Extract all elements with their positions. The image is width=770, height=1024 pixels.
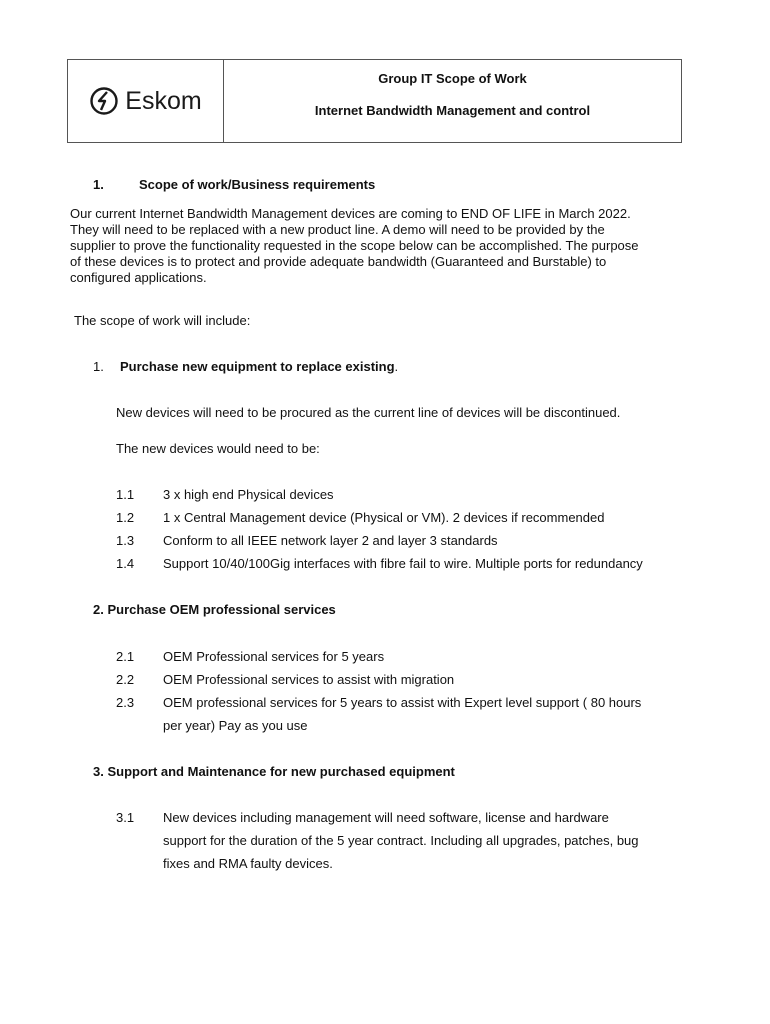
intro-paragraph [70, 206, 700, 286]
document-header [67, 59, 682, 143]
title-cell [224, 60, 681, 142]
subitem-text-line1: New devices including management will need software, license and hardware [163, 810, 609, 825]
logo-cell [68, 60, 224, 142]
subitem-number: 1.4 [116, 556, 135, 571]
subitem-text: OEM Professional services to assist with migration [163, 672, 455, 687]
intro-line: Our current Internet Bandwidth Management devices are coming to END OF LIFE in March 2022. [70, 206, 631, 221]
intro-line: configured applications. [70, 270, 207, 285]
subitem-text: OEM Professional services for 5 years [163, 649, 385, 664]
subitem-text-line2: per year) Pay as you use [163, 718, 308, 733]
subitem-number: 1.3 [116, 533, 135, 548]
subitem-number: 3.1 [116, 810, 135, 825]
item2-heading: 2. Purchase OEM professional services [93, 602, 336, 617]
subitem-number: 2.1 [116, 649, 135, 664]
subitem-number: 2.3 [116, 695, 135, 710]
document-title: Group IT Scope of Work [378, 71, 527, 86]
intro-line: of these devices is to protect and provide adequate bandwidth (Guaranteed and Burstable) to [70, 254, 607, 269]
item3-heading: 3. Support and Maintenance for new purchased equipment [93, 764, 455, 779]
section1-heading: Scope of work/Business requirements [139, 177, 376, 192]
subitem-text-line2: support for the duration of the 5 year contract. Including all upgrades, patches, bug [163, 833, 639, 848]
subitem-text-line3: fixes and RMA faulty devices. [163, 856, 333, 871]
item1-heading-suffix: . [394, 359, 399, 374]
subitem-text-line1: OEM professional services for 5 years to assist with Expert level support ( 80 hours [163, 695, 642, 710]
subitem-text: Support 10/40/100Gig interfaces with fibre fail to wire. Multiple ports for redundancy [163, 556, 643, 571]
item1-heading: Purchase new equipment to replace existing [120, 359, 395, 374]
subitem-number: 2.2 [116, 672, 135, 687]
document-subtitle: Internet Bandwidth Management and control [314, 103, 591, 118]
scope-intro: The scope of work will include: [74, 313, 251, 328]
intro-line: They will need to be replaced with a new product line. A demo will need to be provided by the [70, 222, 605, 237]
logo-text: Eskom [125, 86, 202, 115]
subitem-number: 1.2 [116, 510, 135, 525]
item1-lead: The new devices would need to be: [116, 441, 320, 456]
subitem-text: 3 x high end Physical devices [163, 487, 334, 502]
intro-line: supplier to prove the functionality requested in the scope below can be accomplished. The purpose [70, 238, 639, 253]
eskom-logo-icon [89, 86, 119, 116]
subitem-text: 1 x Central Management device (Physical or VM). 2 devices if recommended [163, 510, 605, 525]
subitem-text: Conform to all IEEE network layer 2 and layer 3 standards [163, 533, 498, 548]
item1-description: New devices will need to be procured as the current line of devices will be discontinued. [116, 405, 621, 420]
subitem-number: 1.1 [116, 487, 135, 502]
section1-number: 1. [93, 177, 104, 192]
item1-heading-wrap [120, 359, 398, 374]
item1-number: 1. [93, 359, 104, 374]
